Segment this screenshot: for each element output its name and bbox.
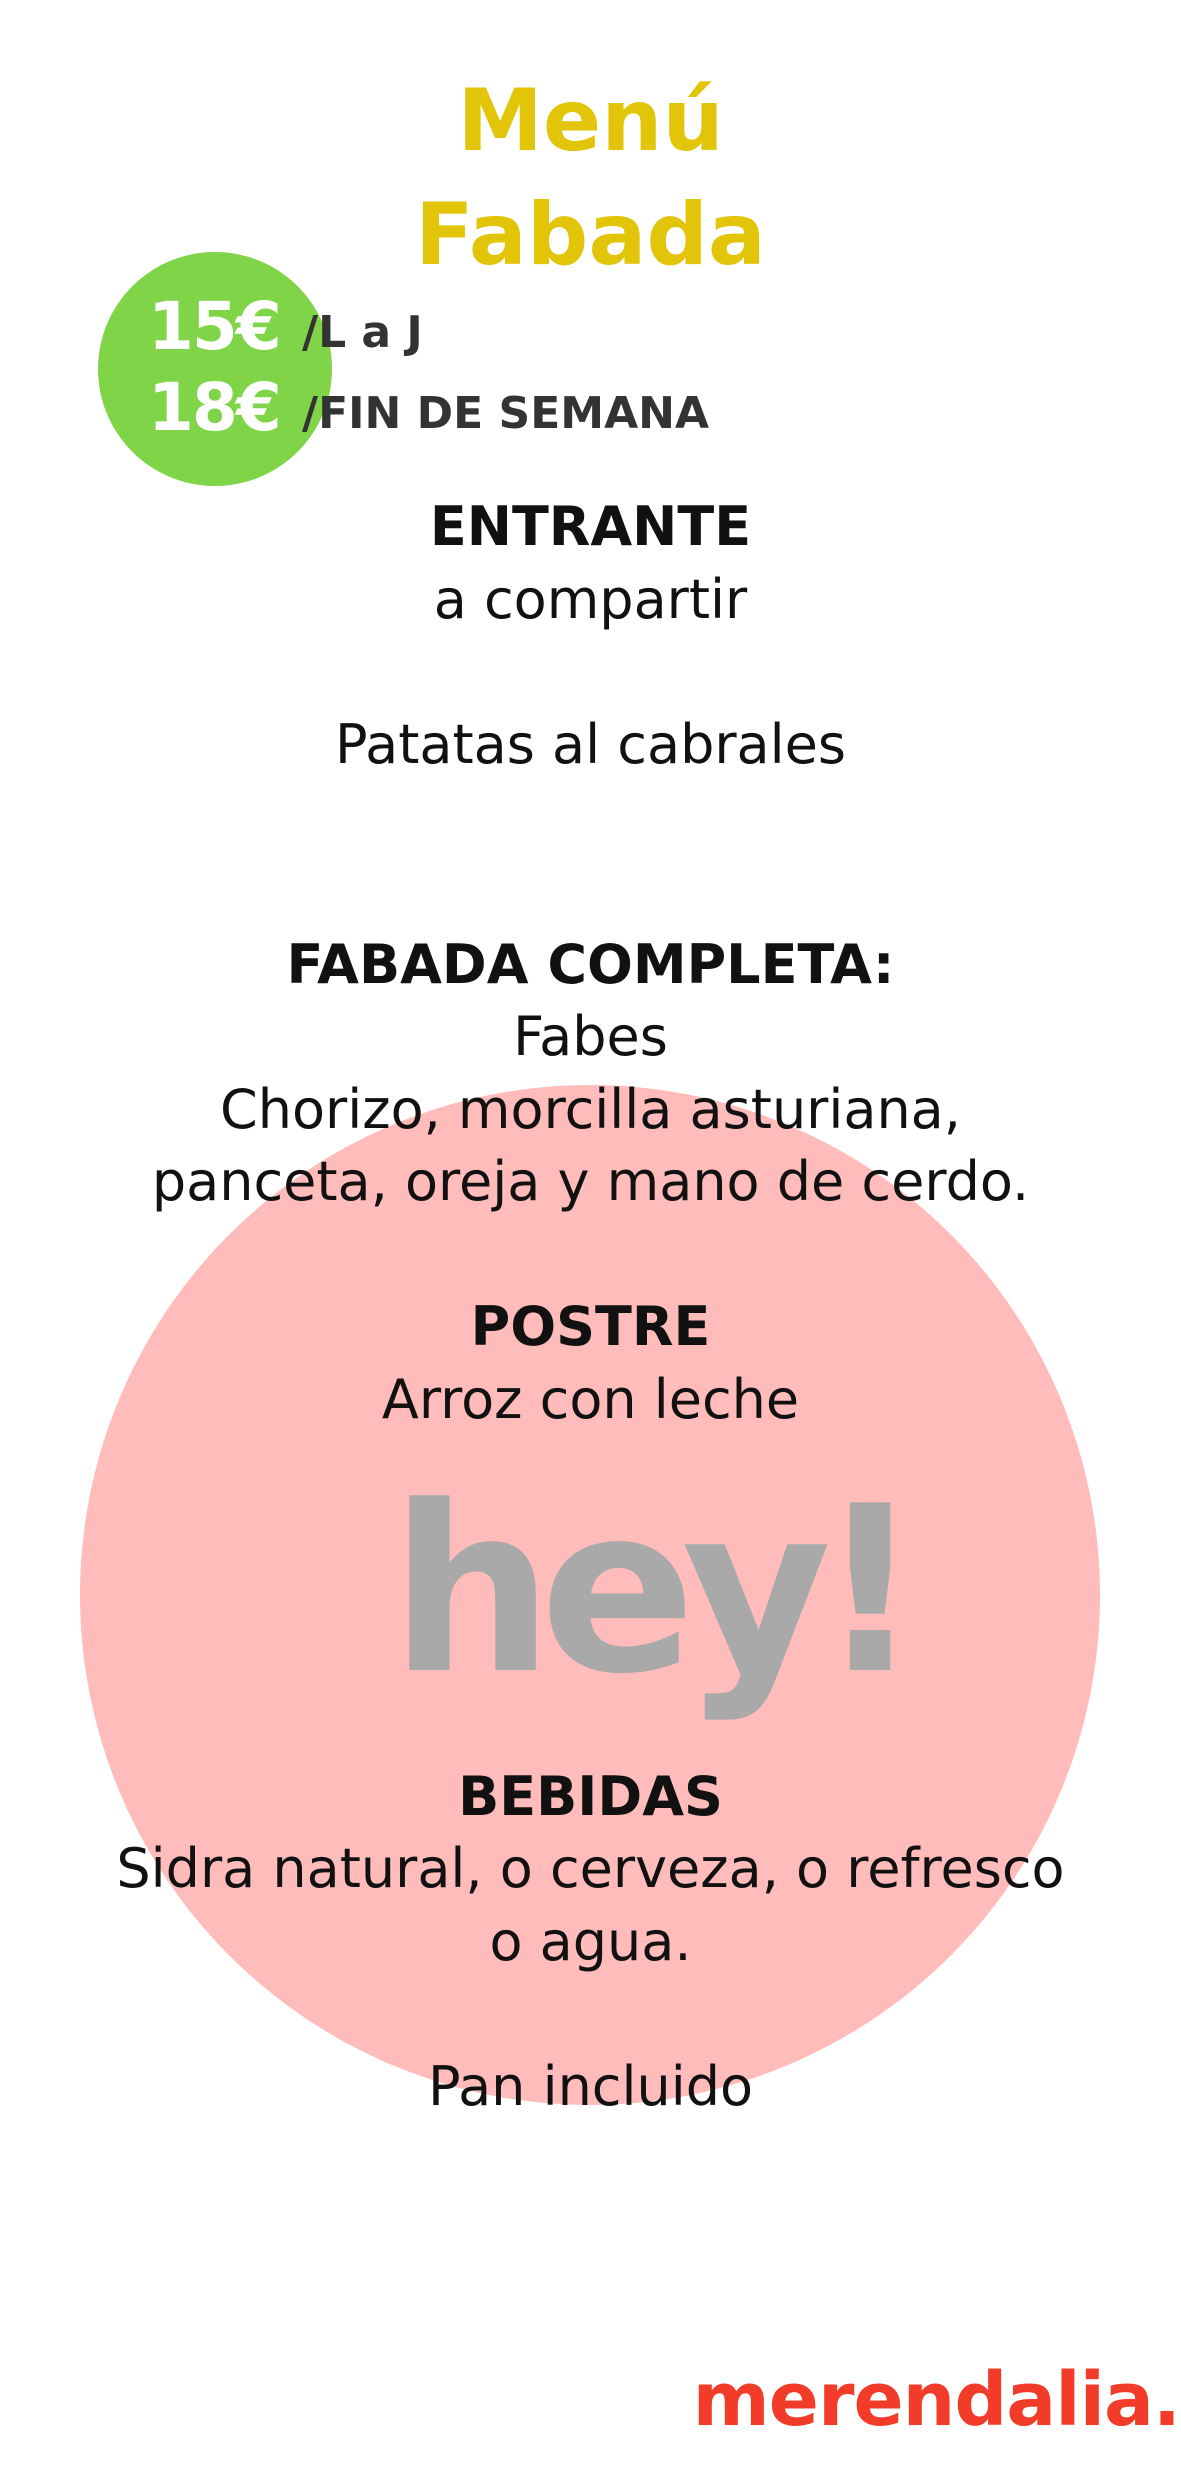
fabada-heading: FABADA COMPLETA: — [286, 933, 895, 996]
entrante-heading: ENTRANTE — [429, 495, 752, 558]
price-weekend: 18€ — [148, 369, 280, 446]
entrante-subtitle: a compartir — [433, 568, 748, 631]
bebidas-heading: BEBIDAS — [458, 1765, 723, 1828]
bebidas-line: o agua. — [489, 1910, 692, 1973]
entrante-dish: Patatas al cabrales — [334, 713, 847, 776]
brand-logo: merendalia. — [692, 2357, 1180, 2443]
price-weekday: 15€ — [148, 288, 280, 365]
bread-note: Pan incluido — [427, 2055, 754, 2118]
hey-watermark-logo — [390, 1440, 909, 1740]
price-weekend-label: /FIN DE SEMANA — [302, 388, 709, 439]
fabada-line: Chorizo, morcilla asturiana, — [220, 1078, 961, 1141]
fabada-line: panceta, oreja y mano de cerdo. — [151, 1150, 1030, 1213]
price-weekday-label: /L a J — [302, 307, 423, 358]
menu-title-line2: Fabada — [415, 185, 766, 285]
hey-watermark-text: hey! — [390, 1458, 909, 1725]
fabada-line: Fabes — [513, 1005, 668, 1068]
postre-heading: POSTRE — [470, 1295, 711, 1358]
menu-title-line1: Menú — [457, 71, 724, 171]
postre-dish: Arroz con leche — [381, 1368, 800, 1431]
bebidas-line: Sidra natural, o cerveza, o refresco — [116, 1837, 1065, 1900]
